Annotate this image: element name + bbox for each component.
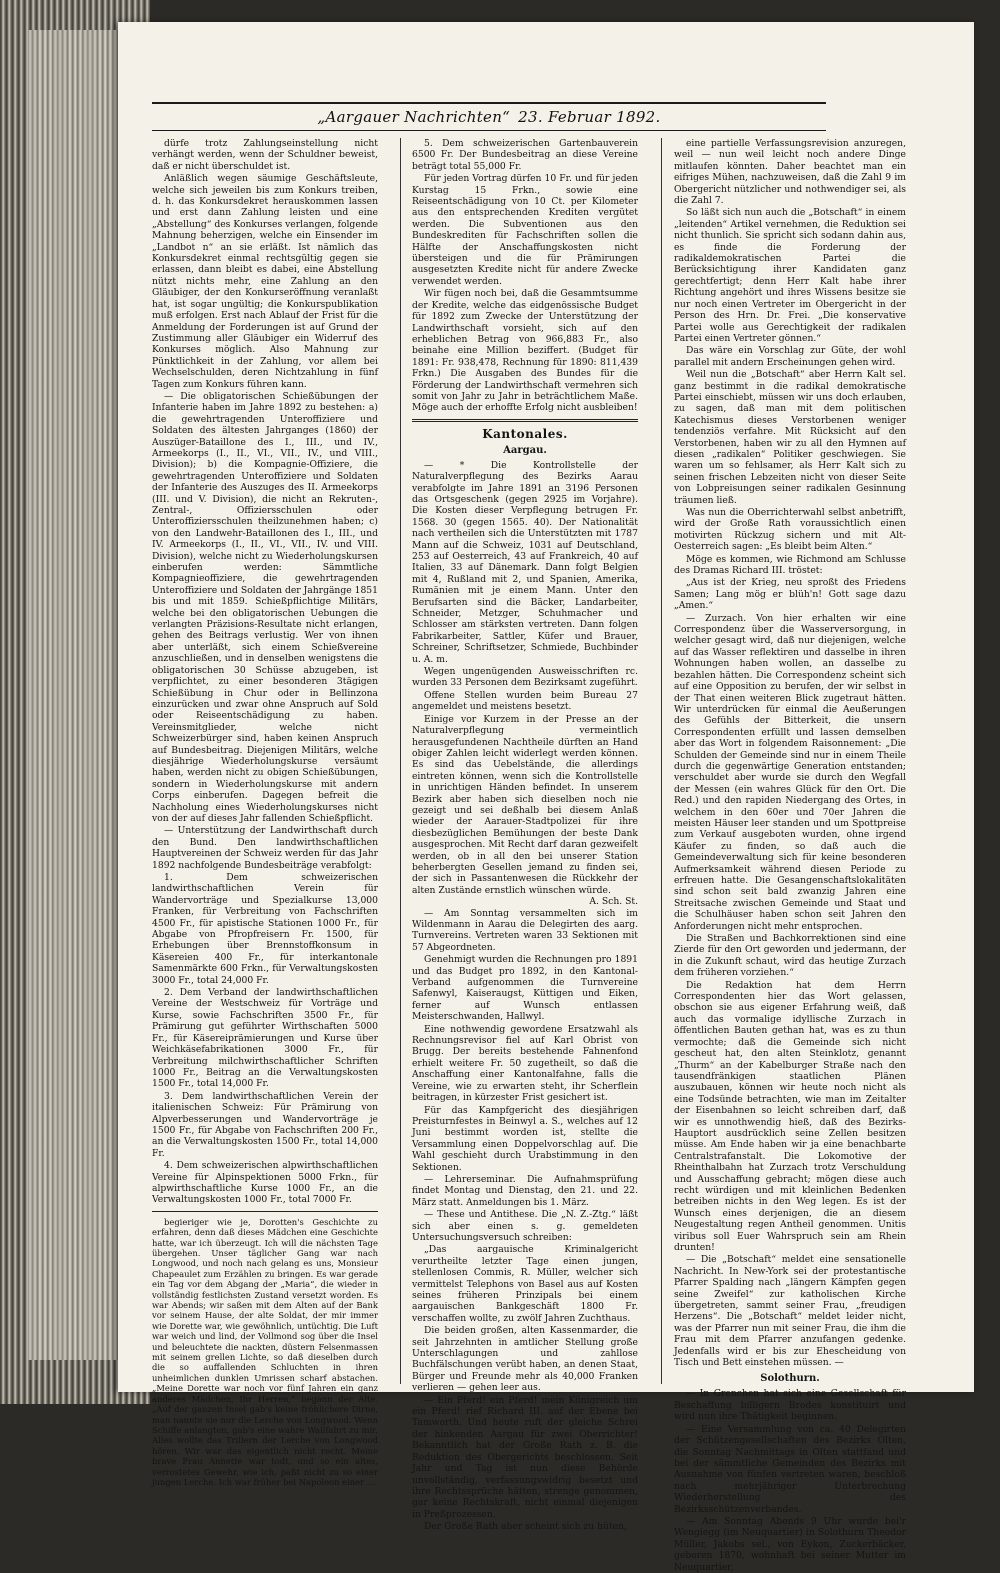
column-2 — [412, 138, 638, 1533]
paragraph: eine partielle Verfassungsrevision anzuregen, weil — nun weil leicht noch andere Dinge mitlaufen könnten. Daher beachtet man ein eifriges Mühen, nachzuweisen, daß die Zahl 9 im Obergericht nützlicher und nothwendiger sei, als die Zahl 7. — [674, 138, 906, 207]
column-rule-1 — [400, 138, 401, 1384]
page-header — [152, 102, 826, 131]
paragraph: Der Große Rath aber scheint sich zu hüten, — [424, 1521, 627, 1533]
paragraph: dürfe trotz Zahlungseinstellung nicht verhängt werden, wenn der Schuldner beweist, daß er nicht überschuldet ist. — [152, 138, 378, 172]
paragraph: Die Straßen und Bachkorrektionen sind eine Zierde für den Ort geworden und jedermann, der in die Zukunft schaut, wird das heutige Zurzach dem früheren vorziehen.“ — [674, 933, 906, 979]
paragraph: — Ein Pferd! ein Pferd! mein Königreich um ein Pferd! rief Richard III. auf der Ebene bei Tamworth. Und heute ruft der gleiche Schrei der hinkenden Aargau für zwei Oberrichter! Bekanntlich hat der Große Rath z. B. die Reduktion des Obergerichts beschlossen. Seit Jahr und Tag ist nun diese Behörde unvollständig, verfassungswidrig besetzt und ihre Rechtssprüche hätten, strenge genommen, gar keine Rechtskraft, nicht einmal diejenigen in Preßprozessen. — [412, 1394, 638, 1520]
paragraph: — Lehrerseminar. Die Aufnahmsprüfung findet Montag und Dienstag, den 21. und 22. März statt. Anmeldungen bis 1. März. — [412, 1173, 638, 1208]
paragraph: 4. Dem schweizerischen alpwirthschaftlichen Vereine für Alpinspektionen 5000 Frkn., für alpwirthschaftliche Kurse 1000 Fr., an die Verwaltungskosten 1000 Fr., total 7000 Fr. — [152, 1160, 378, 1206]
paragraph: 1. Dem schweizerischen landwirthschaftlichen Verein für Wandervorträge und Spezialkurse 13,000 Franken, für Verbreitung von Fachschriften 4500 Fr., für apistische Stationen 1000 Fr., für Abgabe von Pfropfreisern Fr. 1500, für Erhebungen über Brennstoffkonsum in Käsereien 400 Fr., für interkantonale Samenmärkte 600 Frkn., für Verwaltungskosten 3000 Fr., total 24,000 Fr. — [152, 872, 378, 986]
paragraph: Für das Kampfgericht des diesjährigen Preisturnfestes in Beinwyl a. S., welches auf 12 Juni bestimmt worden ist, stellte die Versammlung einen Doppelvorschlag auf. Die Wahl geschieht durch Urabstimmung in den Sektionen. — [412, 1104, 638, 1173]
paragraph: Was nun die Oberrichterwahl selbst anbetrifft, wird der Große Rath voraussichtlich einen motivirten Rückzug sichern und mit Alt-Oesterreich sagen: „Es bleibt beim Alten.“ — [674, 507, 906, 553]
paragraph: Weil nun die „Botschaft“ aber Herrn Kalt sel. ganz bestimmt in die radikal demokratische Partei einschiebt, müssen wir uns doch erlauben, zu sagen, daß man mit dem politischen Katechismus dieses Verstorbenen weniger tendenziös verfahre. Mit Rücksicht auf den Verstorbenen, haben wir zu all den Hymnen auf diesen „radikalen“ Politiker geschwiegen. Sie waren um so fehlsamer, als Herr Kalt sich zu seinen frischen Lebzeiten nicht von dieser Seite von Lobpreisungen seiner radikalen Gesinnung träumen ließ. — [674, 369, 906, 506]
quote: „Aus ist der Krieg, neu sproßt des Friedens Samen; Lang mög er blüh'n! Gott sage dazu „Amen.“ — [674, 577, 906, 612]
paragraph: — * Die Kontrollstelle der Naturalverpflegung des Bezirks Aarau verabfolgte im Jahre 1891 an 3196 Personen das Ortsgeschenk (gegen 2925 im Vorjahre). Die Kosten dieser Verpflegung betrugen Fr. 1568. 30 (gegen 1565. 40). Der Nationalität nach vertheilen sich die Unterstützten mit 1787 Mann auf die Schweiz, 1031 auf Deutschland, 253 auf Oesterreich, 43 auf Frankreich, 40 auf Italien, 33 auf Dänemark. Dann folgt Belgien mit 4, Rußland mit 2, und Spanien, Amerika, Rumänien mit je einem Mann. Unter den Berufsarten sind die Bäcker, Landarbeiter, Schneider, Metzger, Schuhmacher und Schlosser am stärksten vertreten. Dann folgen Fabrikarbeiter, Sattler, Küfer und Brauer, Schreiner, Schriftsetzer, Schmiede, Buchbinder u. A. m. — [412, 459, 638, 665]
section-title-kantonales: Kantonales. — [482, 426, 568, 441]
feuilleton-divider — [152, 1211, 378, 1212]
column-rule-2 — [661, 138, 662, 1384]
paragraph: „Das aargauische Kriminalgericht verurtheilte letzter Tage einen jungen, stellenlosen Commis, R. Müller, welcher sich vermittelst Telephons von Basel aus auf Kosten seines früheren Prinzipals bei einem aargauischen Bankgeschäft 1800 Fr. verschaffen wollte, zu zwölf Jahren Zuchthaus. — [412, 1244, 638, 1324]
paragraph: — Eine Versammlung von ca. 40 Delegirten der Schützengesellschaften des Bezirks Olten, die Sonntag Nachmittags in Olten stattfand und bei der sämmtliche Gemeinden des Bezirks mit Ausnahme von fünfen vertreten waren, beschloß nach mehrjähriger Unterbrechung Wiederherstellung des Bezirksschützenverbandes. — [674, 1423, 906, 1515]
paragraph: So läßt sich nun auch die „Botschaft“ in einem „leitenden“ Artikel vernehmen, die Reduktion sei nicht thunlich. Sie spricht sich sodann dahin aus, es finde die Forderung der radikaldemokratischen Partei die Berücksichtigung ihrer Kandidaten ganz gerechtfertigt; denn Herr Kalt habe ihrer Richtung angehört und ihres Wissens besitze sie nur noch einen Vertreter im Obergericht in der Person des Hrn. Dr. Frei. „Die konservative Partei wolle aus Gerechtigkeit der radikalen Partei einen Vertreter gönnen.“ — [674, 207, 906, 344]
paragraph: Offene Stellen wurden beim Bureau 27 angemeldet und meistens besetzt. — [412, 689, 638, 713]
paragraph: Eine nothwendig gewordene Ersatzwahl als Rechnungsrevisor fiel auf Karl Obrist von Brugg. Der bereits bestehende Fahnenfond erhielt weitere Fr. 50 zugetheilt, so daß die Anschaffung einer Kantonalfahne, falls die Vereine, wie zu erwarten steht, ihr Scherflein beitragen, in kürzester Frist gesichert ist. — [412, 1023, 638, 1104]
column-1 — [152, 138, 378, 1487]
newspaper-title: „Aargauer Nachrichten“ — [317, 108, 511, 126]
paragraph: — Zurzach. Von hier erhalten wir eine Correspondenz über die Wasserversorgung, in welcher gesagt wird, daß nur diejenigen, welche auf das Wasser reflektiren und dasselbe in ihren Wohnungen haben wollen, an dasselbe zu bezahlen hätten. Die Correspondenz scheint sich auf eine Opposition zu berufen, der wir selbst in der That einen weiteren Blick zugetraut hätten. Wir unterdrücken für einmal die Aeußerungen des Gefühls der Bitterkeit, die unsern Correspondenten erfüllt und lassen demselben aber das Wort in folgendem Raisonnement: „Die Schulden der Gemeinde sind nur in einem Theile durch die gegenwärtige Generation entstanden; verschuldet aber wurde sie durch den Wegfall der Messen (ein wahres Glück für den Ort. Die Red.) und den rapiden Niedergang des Ortes, in welchem in den 60er und 70er Jahren die meisten Häuser leer standen und um Spottpreise zum Verkauf ausgeboten wurden, ohne irgend Käufer zu finden, so daß auch die Gemeindeverwaltung sich für keine besonderen Aufmerksamkeit während diesen Periode zu erfreuen hatte. Die Gesangenschaftslokalitäten sind schon seit bald zwanzig Jahren eine Streitsache zwischen Gemeinde und Staat und die Schulhäuser haben schon seit Jahren den Anforderungen nicht mehr entsprochen. — [674, 612, 906, 932]
section-subtitle-aargau: Aargau. — [503, 444, 547, 456]
paragraph: Wegen ungenügenden Ausweisschriften rc. wurden 33 Personen dem Bezirksamt zugeführt. — [412, 666, 638, 689]
section-divider — [412, 419, 638, 422]
section-subtitle-solothurn: Solothurn. — [760, 1373, 820, 1385]
paragraph: Das wäre ein Vorschlag zur Güte, der wohl parallel mit andern Erscheinungen gehen wird. — [674, 345, 906, 368]
paragraph: — These und Antithese. Die „N. Z.-Ztg.“ läßt sich aber einen s. g. gemeldeten Untersuchungsversuch schreiben: — [412, 1209, 638, 1243]
paragraph: — Die „Botschaft“ meldet eine sensationelle Nachricht. In New-York sei der protestantische Pfarrer Spalding nach „längern Kämpfen gegen seine Zweifel“ zur katholischen Kirche übergetreten, sammt seiner Frau, „freudigen Herzens“. Die „Botschaft“ meldet leider nicht, was der Pfarrer nun mit seiner Frau, die ihm die Frau mit dem Pfarrer anzufangen gedenke. Jedenfalls wird er bis zur Ehescheidung von Tisch und Bett einstehen müssen. — — [674, 1254, 906, 1369]
paragraph: Anläßlich wegen säumige Geschäftsleute, welche sich jeweilen bis zum Konkurs treiben, d. h. das Konkursdekret herauskommen lassen und erst dann Zahlung leisten und eine „Abstellung“ des Konkurses verlangen, folgende Mahnung beherzigen, welche ein Einsender im „Landbot n“ an sie erläßt. Ist nämlich das Konkursdekret einmal rechtsgültig gegen sie erlassen, dann bleibt es dabei, eine Abstellung nützt nichts mehr, eine Zahlung an den Gläubiger, der den Konkurseröffnung veranlaßt hat, ist sogar ungültig; die Konkurspublikation muß erfolgen. Erst nach Ablauf der Frist für die Anmeldung der Forderungen ist auf Grund der Zustimmung aller Gläubiger ein Widerruf des Konkurses möglich. Also Mahnung zur Pünktlichkeit in der Zahlung, vor allem bei Wechselschulden, deren Nichtzahlung in fünf Tagen zum Konkurs führen kann. — [152, 173, 378, 390]
paragraph: Wir fügen noch bei, daß die Gesammtsumme der Kredite, welche das eidgenössische Budget für 1892 zum Zwecke der Unterstützung der Landwirthschaft vorsieht, sich auf den erheblichen Betrag von 966,883 Fr., also beinahe eine Million beziffert. (Budget für 1891: Fr. 938,478, Rechnung für 1890: 811,439 Frkn.) Die Ausgaben des Bundes für die Förderung der Landwirthschaft vermehren sich somit von Jahr zu Jahr in beträchtlichem Maße. Möge auch der erhoffte Erfolg nicht ausbleiben! — [412, 288, 638, 414]
paragraph: — Unterstützung der Landwirthschaft durch den Bund. Den landwirthschaftlichen Hauptvereinen der Schweiz werden für das Jahr 1892 nachfolgende Bundesbeiträge verabfolgt: — [152, 825, 378, 871]
paragraph: Einige vor Kurzem in der Presse an der Naturalverpflegung vermeintlich herausgefundenen Nachtheile dürften an Hand obiger Zahlen leicht widerlegt werden können. Es sind das Uebelstände, die allerdings eintreten können, wenn sich die Kontrollstelle in unrichtigen Händen befindet. In unserem Bezirk aber haben sich dieselben noch nie gezeigt und sei deßhalb bei diesem Anlaß wieder der Aarauer-Stadtpolizei für ihre diesbezüglichen Bemühungen der beste Dank ausgesprochen. Mit Recht darf daran gezweifelt werden, ob in all den bei unserer Station beherbergten Gesellen jemand zu finden sei, der sich in Passantenwesen die Rückkehr der alten Zustände ernstlich wünschen würde. — [412, 713, 638, 896]
issue-date: 23. Februar 1892. — [518, 108, 661, 126]
article-signature: A. Sch. St. — [589, 896, 638, 908]
paragraph: — In Grenchen hat sich eine Gesellschaft für Beschaffung billigern Brodes konstituirt und wird nun ihre Thätigkeit beginnen. — [674, 1388, 906, 1423]
paragraph: — Am Sonntag Abends 9 Uhr wurde bei'r Wengiegg (im Neuquartier) in Solothurn Theodor Müller, Jakobs sel., von Eykon, Zuckerbäcker, geboren 1870, wohnhaft bei seiner Mutter im Neuquartier, — [674, 1515, 906, 1573]
paragraph: — Am Sonntag versammelten sich im Wildenmann in Aarau die Delegirten des aarg. Turnvereins. Vertreten waren 33 Sektionen mit 57 Abgeordneten. — [412, 907, 638, 953]
newspaper-page — [118, 22, 974, 1573]
paragraph: Möge es kommen, wie Richmond am Schlusse des Dramas Richard III. tröstet: — [674, 553, 906, 577]
column-3 — [674, 138, 906, 1573]
paragraph: Für jeden Vortrag dürfen 10 Fr. und für jeden Kurstag 15 Frkn., sowie eine Reiseentschädigung von 10 Ct. per Kilometer aus den entsprechenden Krediten vergütet werden. Die Subventionen aus den Bundeskrediten für Fachschriften sollen die Hälfte der Anschaffungskosten nicht übersteigen und die für Prämirungen ausgesetzten Kredite nicht für andere Zwecke verwendet werden. — [412, 173, 638, 287]
paragraph: — Die obligatorischen Schießübungen der Infanterie haben im Jahre 1892 zu bestehen: a) die gewehrtragenden Unteroffiziere und Soldaten des ältesten Jahrganges (1860) der Auszüger-Bataillone des I., III., und IV., Armeekorps (I., II., VI., VII., IV., und VIII., Division); b) die Kompagnie-Offiziere, die gewehrtragenden Unteroffiziere und Soldaten der Infanterie des Auszuges des II. Armeekorps (III. und V. Division), die nicht an Rekruten-, Zentral-, Offiziersschulen oder Unteroffiziersschulen theilzunehmen haben; c) von den Landwehr-Bataillonen des I., III., und IV. Armeekorps (I., II., VI., VII., IV. und VIII. Division), welche nicht zu Wiederholungskursen einberufen werden: Sämmtliche Kompagnieoffiziere, die gewehrtragenden Unteroffiziere und Soldaten der Jahrgänge 1851 bis und mit 1859. Schießpflichtige Militärs, welche bei den obligatorischen Uebungen die verlangten Präzisions-Resultate nicht erlangen, gehen des Beitrags verlustig. Wer von ihnen aber unterläßt, sich einem Schießvereine anzuschließen, und in denselben wenigstens die obligatorischen 30 Schüsse abzugeben, ist verpflichtet, zu einer besonderen 3tägigen Schießübung in Chur oder in Bellinzona einzurücken und zwar ohne Anspruch auf Sold oder Reiseentschädigung zu haben. Vereinsmitglieder, welche nicht Schweizerbürger sind, haben keinen Anspruch auf Bundesbeitrag. Diejenigen Militärs, welche diesjährige Wiederholungskurse versäumt haben, werden nicht zu obigen Schießübungen, sondern in Wiederholungskurse mit andern Corps einberufen. Dagegen befreit die Nachholung eines Wiederholungskurses nicht von der auf dieses Jahr fallenden Schießpflicht. — [152, 390, 378, 824]
paragraph: 5. Dem schweizerischen Gartenbauverein 6500 Fr. Der Bundesbeitrag an diese Vereine beträgt total 55,000 Fr. — [412, 138, 638, 172]
paragraph: 2. Dem Verband der landwirthschaftlichen Vereine der Westschweiz für Vorträge und Kurse, sowie Fachschriften 3500 Fr., für Prämirung gut geführter Wirthschaften 5000 Fr., für Käsereiprämierungen und Kurse über Weichkäsefabrikationen 3000 Fr., für Verbreitung milchwirthschaftlicher Schriften 1000 Fr., Beitrag an die Verwaltungskosten 1500 Fr., total 14,000 Fr. — [152, 987, 378, 1090]
feuilleton-text: begieriger wie je, Dorotten's Geschichte zu erfahren, denn daß dieses Mädchen eine Geschichte hatte, war ich überzeugt. Ich will die nächsten Tage übergehen. Unser täglicher Gang war nach Longwood, und noch nach gelang es uns, Monsieur Chapeaulet zum Erzählen zu bringen. Es war gerade ein Tag vor dem Abgang der „Maria“, die wieder in vollständig festlichsten Zustand versetzt worden. Es war Abends; wir saßen mit dem Alten auf der Bank vor seinem Hause, der alte Soldat, der mir immer wie Dorette war, wie gewöhnlich, untüchtig. Die Luft war weich und lind, der Vollmond sog über die Insel und beleuchtete die nackten, düstern Felsenmassen mit seinem grellen Lichte, so daß dieselben durch die so auffallenden Schluchten in ihren unheimlichen dunklen Umrissen scharf abstachen. „Meine Dorette war noch vor fünf Jahren ein ganz anderes Mädchen, Ihr Herren,“ begann der Alte. „Auf der ganzen Insel gab's keine fröhlichere Dirne, man nannte sie nur die Lerche von Longwood. Wenn Schiffe anlangten, gab's eine wahre Wallfahrt zu mir, Alles wollte das Trillern der Lerche von Longwood hören. Wir war das eigentlich nicht recht. Meine brave Frau Annette war todt, und so ein altes, verrostetes Gewehr, wie ich, paßt nicht zu so einer jungen Lerche. Ich war früher bei Napoleon einer ... — [152, 1216, 378, 1487]
paragraph: Genehmigt wurden die Rechnungen pro 1891 und das Budget pro 1892, in den Kantonal-Verband aufgenommen die Turnvereine Safenwyl, Kaiseraugst, Küttigen und Eiken, ferner auf Wunsch entlassen Meisterschwanden, Hallwyl. — [412, 954, 638, 1023]
paragraph: Die beiden großen, alten Kassenmarder, die seit Jahrzehnten in amtlicher Stellung große Unterschlagungen und zahllose Buchfälschungen verübt haben, an denen Staat, Bürger und Freunde mehr als 40,000 Franken verlieren — gehen leer aus. — [412, 1325, 638, 1394]
paragraph: Die Redaktion hat dem Herrn Correspondenten hier das Wort gelassen, obschon sie aus eigener Erfahrung weiß, daß auch das vormalige idyllische Zurzach in öffentlichen Bauten gethan hat, was es zu thun vermochte; daß die Gemeinde sich nicht gescheut hat, den alten Steinklotz, genannt „Thurm“ an der Kabelburger Straße nach den tausendfränkigen staatlichen Plänen auszubauen, können wir heute noch nicht als eine Todsünde betrachten, wie man im Zeitalter der Eisenbahnen so leicht schreiben darf, daß wir es unnothwendig hieß, daß des Bezirks-Hauptort ausdrücklich seine Zellen besitzen müsse. Am Ende haben wir ja eine benachbarte Centralstrafanstalt. Die Lokomotive der Rheinthalbahn hat Zurzach trotz Verschuldung und Ausschaffung gebracht; mögen diese auch recht würdigen und mit kleinlichen Bedenken betreiben nichts in den Weg legen. Es ist der Wunsch eines derjenigen, die an diesem Neugestaltung regen Antheil genommen. Unitis viribus soll Euer Wahrspruch sein am Rhein drunten! — [674, 979, 906, 1253]
paragraph: 3. Dem landwirthschaftlichen Verein der italienischen Schweiz: Für Prämirung von Alpverbesserungen und Wandervorträge je 1500 Fr., für Abgabe von Fachschriften 200 Fr., an die Verwaltungskosten 1500 Fr., total 14,000 Fr. — [152, 1090, 378, 1159]
